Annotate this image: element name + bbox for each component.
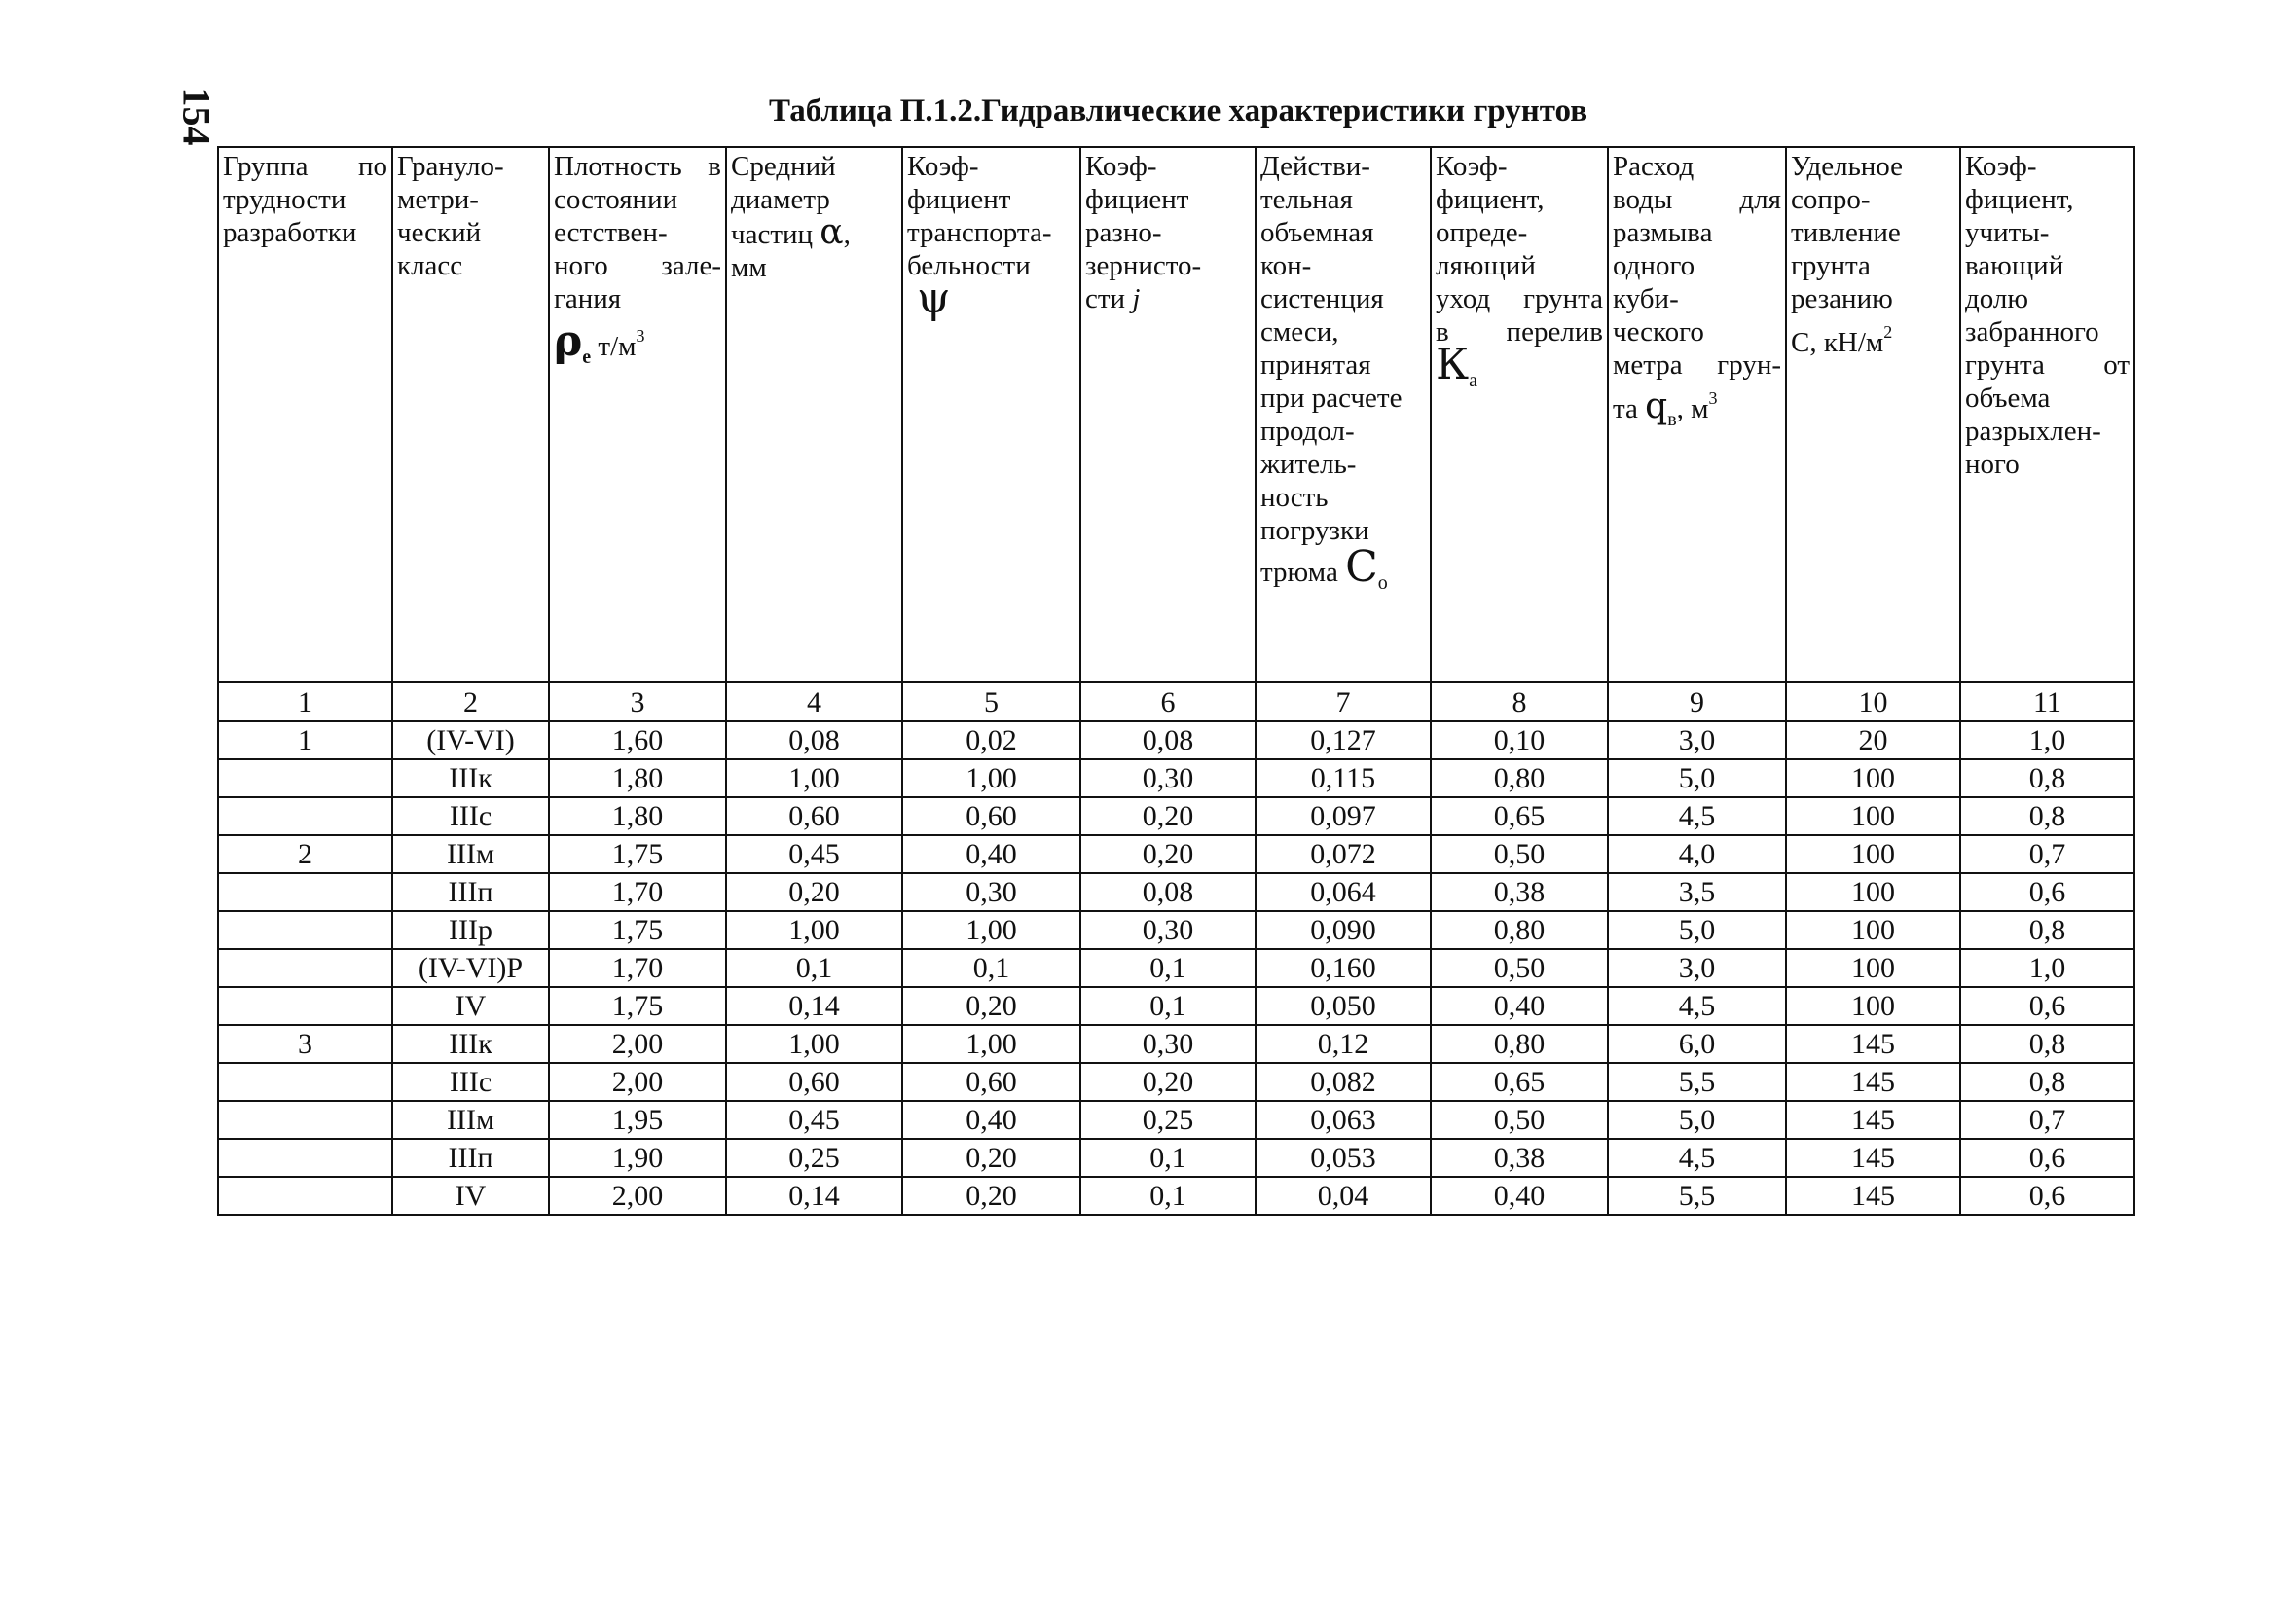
table-cell: 0,1 xyxy=(1080,1139,1256,1177)
table-cell: 4,5 xyxy=(1608,987,1786,1025)
table-row xyxy=(218,949,2134,987)
column-number: 11 xyxy=(1960,682,2134,721)
table-cell: 0,8 xyxy=(1960,911,2134,949)
table-cell: 0,12 xyxy=(1256,1025,1431,1063)
header-transportability: Коэф- фициент транспорта- бельности ψ xyxy=(902,147,1080,682)
table-cell: 0,40 xyxy=(1431,987,1608,1025)
table-cell: 1,00 xyxy=(726,759,902,797)
table-cell: 1,60 xyxy=(549,721,726,759)
table-cell: 0,40 xyxy=(1431,1177,1608,1215)
table-row xyxy=(218,759,2134,797)
table-cell: 145 xyxy=(1786,1025,1960,1063)
table-cell: 2,00 xyxy=(549,1025,726,1063)
table-cell: 1,80 xyxy=(549,797,726,835)
table-cell: (IV-VI) xyxy=(392,721,549,759)
table-cell: 100 xyxy=(1786,949,1960,987)
table-cell: 0,14 xyxy=(726,1177,902,1215)
column-number: 3 xyxy=(549,682,726,721)
table-cell xyxy=(218,873,392,911)
table-row xyxy=(218,797,2134,835)
table-cell: 0,1 xyxy=(1080,949,1256,987)
table-cell: 5,0 xyxy=(1608,759,1786,797)
header-cutting-resistance: Удельное сопро- тивление грунта резанию С, $кН/м^2$ xyxy=(1786,147,1960,682)
table-cell: 0,127 xyxy=(1256,721,1431,759)
table-cell: 0,050 xyxy=(1256,987,1431,1025)
table-cell xyxy=(218,949,392,987)
table-cell: 100 xyxy=(1786,835,1960,873)
table-cell xyxy=(218,911,392,949)
table-cell: 0,1 xyxy=(902,949,1080,987)
table-cell: 1,95 xyxy=(549,1101,726,1139)
table-cell: (IV-VI)Р xyxy=(392,949,549,987)
table-row xyxy=(218,911,2134,949)
table-cell: 6,0 xyxy=(1608,1025,1786,1063)
table-cell: 0,063 xyxy=(1256,1101,1431,1139)
table-cell: 100 xyxy=(1786,873,1960,911)
table-cell: 0,40 xyxy=(902,835,1080,873)
table-cell: 0,04 xyxy=(1256,1177,1431,1215)
table-cell: 0,115 xyxy=(1256,759,1431,797)
table-cell: 0,30 xyxy=(1080,759,1256,797)
table-cell: 3,0 xyxy=(1608,721,1786,759)
table-cell: 145 xyxy=(1786,1139,1960,1177)
table-cell: 0,064 xyxy=(1256,873,1431,911)
table-cell: 0,7 xyxy=(1960,835,2134,873)
table-cell: 2 xyxy=(218,835,392,873)
table-cell: 0,65 xyxy=(1431,1063,1608,1101)
table-cell: 4,5 xyxy=(1608,797,1786,835)
table-cell: 0,20 xyxy=(902,1177,1080,1215)
table-cell: 1,75 xyxy=(549,987,726,1025)
table-cell: 5,5 xyxy=(1608,1063,1786,1101)
column-number: 6 xyxy=(1080,682,1256,721)
table-cell: 0,20 xyxy=(902,987,1080,1025)
table-cell: 0,80 xyxy=(1431,759,1608,797)
table-cell: 100 xyxy=(1786,911,1960,949)
table-cell: 0,60 xyxy=(902,1063,1080,1101)
table-cell: 0,1 xyxy=(1080,1177,1256,1215)
header-excavated-share: Коэф- фициент, учиты- вающий долю забранного грунта от объема разрыхлен- ного xyxy=(1960,147,2134,682)
table-cell: 0,082 xyxy=(1256,1063,1431,1101)
table-cell: IIIс xyxy=(392,1063,549,1101)
table-cell: 0,38 xyxy=(1431,873,1608,911)
column-number: 9 xyxy=(1608,682,1786,721)
page-number: 154 xyxy=(174,87,219,146)
table-cell: 145 xyxy=(1786,1063,1960,1101)
table-cell: IIIп xyxy=(392,1139,549,1177)
header-row xyxy=(218,147,2134,682)
table-cell: IIIп xyxy=(392,873,549,911)
table-row xyxy=(218,873,2134,911)
column-number-row xyxy=(218,682,2134,721)
table-cell xyxy=(218,987,392,1025)
table-cell: 4,0 xyxy=(1608,835,1786,873)
table-cell: 0,80 xyxy=(1431,911,1608,949)
table-cell: 0,50 xyxy=(1431,1101,1608,1139)
table-cell: 20 xyxy=(1786,721,1960,759)
table-title: Таблица П.1.2.Гидравлические характеристики грунтов xyxy=(769,93,1588,128)
table-cell: IIIс xyxy=(392,797,549,835)
table-cell: 1,75 xyxy=(549,911,726,949)
table-row xyxy=(218,1063,2134,1101)
table-cell xyxy=(218,1177,392,1215)
table-cell: 0,14 xyxy=(726,987,902,1025)
table-cell: 0,65 xyxy=(1431,797,1608,835)
table-cell: 0,7 xyxy=(1960,1101,2134,1139)
table-cell: 1,00 xyxy=(902,911,1080,949)
table-cell: 0,60 xyxy=(726,1063,902,1101)
table-cell: 0,60 xyxy=(902,797,1080,835)
table-cell: 4,5 xyxy=(1608,1139,1786,1177)
table-row xyxy=(218,1025,2134,1063)
table-cell: 2,00 xyxy=(549,1063,726,1101)
table-cell: 0,08 xyxy=(1080,721,1256,759)
table-cell: 5,0 xyxy=(1608,911,1786,949)
table-cell: 0,80 xyxy=(1431,1025,1608,1063)
table-cell xyxy=(218,797,392,835)
table-row xyxy=(218,1139,2134,1177)
table-cell: IIIк xyxy=(392,1025,549,1063)
table-cell: 100 xyxy=(1786,797,1960,835)
table-cell: 0,053 xyxy=(1256,1139,1431,1177)
table-cell: 5,0 xyxy=(1608,1101,1786,1139)
table-cell: 0,50 xyxy=(1431,949,1608,987)
table-cell: 0,50 xyxy=(1431,835,1608,873)
table-cell: 1,00 xyxy=(902,759,1080,797)
table-row xyxy=(218,987,2134,1025)
table-cell: IIIм xyxy=(392,835,549,873)
table-cell: 1,00 xyxy=(726,911,902,949)
table-cell: 0,160 xyxy=(1256,949,1431,987)
table-cell: 0,1 xyxy=(726,949,902,987)
table-cell: 0,20 xyxy=(1080,1063,1256,1101)
table-cell: 0,20 xyxy=(1080,835,1256,873)
header-grain-heterogeneity: Коэф- фициент разно- зернисто- сти j xyxy=(1080,147,1256,682)
table-cell: 1,70 xyxy=(549,949,726,987)
table-row xyxy=(218,1177,2134,1215)
table-cell: 1,80 xyxy=(549,759,726,797)
table-cell: 3 xyxy=(218,1025,392,1063)
table-cell: 0,20 xyxy=(726,873,902,911)
table-cell: IIIм xyxy=(392,1101,549,1139)
table-cell: 0,8 xyxy=(1960,759,2134,797)
table-cell: 2,00 xyxy=(549,1177,726,1215)
column-number: 10 xyxy=(1786,682,1960,721)
table-cell: 0,6 xyxy=(1960,987,2134,1025)
table-cell: 0,8 xyxy=(1960,797,2134,835)
table-cell: IV xyxy=(392,987,549,1025)
table-cell: 0,8 xyxy=(1960,1063,2134,1101)
table-cell: 0,30 xyxy=(902,873,1080,911)
table-cell: 0,38 xyxy=(1431,1139,1608,1177)
table-cell: 0,10 xyxy=(1431,721,1608,759)
header-overflow-coef: Коэф- фициент, опреде- ляющий уход грунта в перелив $К_а$ xyxy=(1431,147,1608,682)
table-cell: 0,60 xyxy=(726,797,902,835)
table-cell: 0,25 xyxy=(1080,1101,1256,1139)
table-cell: 100 xyxy=(1786,759,1960,797)
table-cell: 145 xyxy=(1786,1177,1960,1215)
table-cell xyxy=(218,1101,392,1139)
table-cell: 0,072 xyxy=(1256,835,1431,873)
header-group: Группа по трудности разработки xyxy=(218,147,392,682)
table-row xyxy=(218,835,2134,873)
table-cell: 0,02 xyxy=(902,721,1080,759)
table-cell: IV xyxy=(392,1177,549,1215)
table-cell: 0,1 xyxy=(1080,987,1256,1025)
table-cell: 1,70 xyxy=(549,873,726,911)
table-cell: 0,08 xyxy=(726,721,902,759)
table-cell xyxy=(218,759,392,797)
table-cell: IIIк xyxy=(392,759,549,797)
table-cell: 0,30 xyxy=(1080,1025,1256,1063)
header-density: Плотность в состоянии естствен- ного зале- гания $\rho_е$ $т/м^3$ xyxy=(549,147,726,682)
table-cell xyxy=(218,1063,392,1101)
column-number: 7 xyxy=(1256,682,1431,721)
header-water-consumption: Расход воды для размыва одного куби- ческого метра грун- та $q_в$, $м^3$ xyxy=(1608,147,1786,682)
table-cell: 0,6 xyxy=(1960,1139,2134,1177)
table-cell: 0,6 xyxy=(1960,873,2134,911)
table-row xyxy=(218,1101,2134,1139)
table-cell: 1,00 xyxy=(726,1025,902,1063)
table-cell: 0,097 xyxy=(1256,797,1431,835)
table-cell: 5,5 xyxy=(1608,1177,1786,1215)
table-cell xyxy=(218,1139,392,1177)
column-number: 8 xyxy=(1431,682,1608,721)
table-cell: 100 xyxy=(1786,987,1960,1025)
header-class: Грануло- метри- ческий класс xyxy=(392,147,549,682)
table-cell: 1,0 xyxy=(1960,721,2134,759)
table-cell: 1,00 xyxy=(902,1025,1080,1063)
header-diameter: Средний диаметр частиц α, мм xyxy=(726,147,902,682)
column-number: 2 xyxy=(392,682,549,721)
column-number: 4 xyxy=(726,682,902,721)
table-cell: 3,0 xyxy=(1608,949,1786,987)
table-cell: 0,30 xyxy=(1080,911,1256,949)
table-cell: 1,0 xyxy=(1960,949,2134,987)
table-cell: 0,45 xyxy=(726,1101,902,1139)
table-cell: 0,6 xyxy=(1960,1177,2134,1215)
table-cell: 0,090 xyxy=(1256,911,1431,949)
header-consistency: Действи- тельная объемная кон- систенция смеси, принятая при расчете продол- житель- ность погрузки трюма $С_о$ xyxy=(1256,147,1431,682)
table-cell: IIIр xyxy=(392,911,549,949)
table-cell: 3,5 xyxy=(1608,873,1786,911)
column-number: 5 xyxy=(902,682,1080,721)
table-cell: 1 xyxy=(218,721,392,759)
table-cell: 1,75 xyxy=(549,835,726,873)
table-cell: 0,8 xyxy=(1960,1025,2134,1063)
table-cell: 145 xyxy=(1786,1101,1960,1139)
table-cell: 0,45 xyxy=(726,835,902,873)
table-cell: 0,20 xyxy=(1080,797,1256,835)
table-cell: 0,08 xyxy=(1080,873,1256,911)
table-row xyxy=(218,721,2134,759)
table-cell: 0,20 xyxy=(902,1139,1080,1177)
soil-characteristics-table xyxy=(217,146,2135,1216)
table-cell: 0,40 xyxy=(902,1101,1080,1139)
table-cell: 0,25 xyxy=(726,1139,902,1177)
column-number: 1 xyxy=(218,682,392,721)
table-cell: 1,90 xyxy=(549,1139,726,1177)
